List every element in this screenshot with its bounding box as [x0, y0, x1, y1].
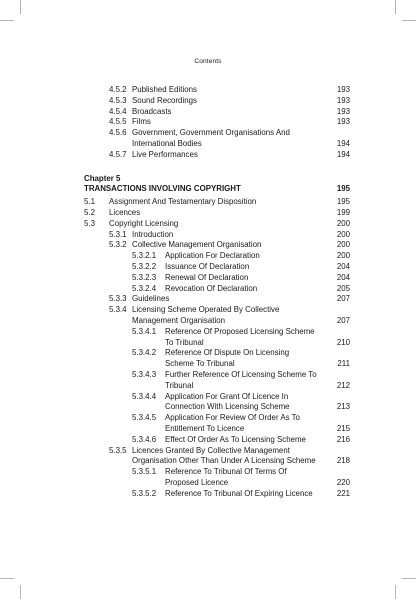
- toc-entry-title: Reference Of Proposed Licensing Scheme To Tribunal: [165, 326, 315, 347]
- toc-section-chapter-5: [84, 197, 350, 499]
- toc-entry: [84, 467, 350, 489]
- toc-entry-title: Licensing Scheme Operated By Collective Management Organisation: [132, 305, 280, 325]
- toc-entry-number: 5.3.4.4: [132, 391, 157, 401]
- toc-entry: [84, 262, 350, 273]
- toc-entry: [84, 392, 350, 414]
- toc-entry: [84, 305, 350, 327]
- toc-entry-title: Government, Government Organisations And International Bodies: [132, 128, 290, 148]
- toc-entry-page: 199: [336, 207, 350, 217]
- toc-section-previous: [84, 85, 350, 161]
- toc-entry-number: 5.3.2.3: [132, 272, 157, 282]
- toc-entry-title: Application For Grant Of Licence In Connection With Licensing Scheme: [165, 391, 290, 412]
- crop-mark: [20, 585, 21, 599]
- crop-mark: [20, 0, 21, 14]
- toc-entry: [84, 413, 350, 435]
- toc-entry-number: 5.3.4.2: [132, 348, 157, 358]
- toc-entry-number: 5.3.4.5: [132, 413, 157, 423]
- toc-entry-number: 5.3.3: [109, 294, 127, 304]
- toc-entry: [84, 370, 350, 392]
- toc-entry-page: 204: [336, 272, 350, 282]
- toc-entry-page: 215: [336, 423, 350, 433]
- crop-mark: [0, 578, 14, 579]
- toc-entry-number: 5.2: [84, 207, 95, 217]
- toc-entry: [84, 284, 350, 295]
- toc-entry: [84, 240, 350, 251]
- toc-entry-page: 218: [336, 456, 350, 466]
- toc-entry-title: Licences Granted By Collective Management Organisation Other Than Under A Licensing Scheme: [132, 445, 316, 466]
- toc-entry: [84, 107, 350, 118]
- toc-entry: [84, 219, 350, 230]
- toc-entry-page: 195: [336, 197, 350, 207]
- toc-entry-number: 5.3.5.1: [132, 467, 157, 477]
- toc-entry-title: Application For Review Of Order As To Entitlement To Licence: [165, 413, 300, 433]
- crop-mark: [395, 585, 396, 599]
- toc-entry-title: Broadcasts: [132, 106, 172, 116]
- toc-entry-page: 194: [336, 149, 350, 159]
- toc-entry-title: Live Performances: [132, 149, 198, 159]
- chapter-title-row: [84, 184, 350, 195]
- toc-entry: [84, 251, 350, 262]
- toc-entry-number: 5.3.4.3: [132, 369, 157, 379]
- toc-entry: [84, 197, 350, 208]
- toc-entry-number: 5.3.2.4: [132, 283, 157, 293]
- toc-entry: [84, 273, 350, 284]
- toc-entry-number: 4.5.5: [109, 117, 127, 127]
- toc-entry-title: Effect Of Order As To Licensing Scheme: [165, 434, 306, 444]
- toc-entry-number: 5.3: [84, 218, 95, 228]
- toc-entry-page: 212: [336, 380, 350, 390]
- toc-entry-page: 207: [336, 315, 350, 325]
- toc-entry: [84, 128, 350, 150]
- toc-entry-number: 4.5.3: [109, 95, 127, 105]
- toc-entry: [84, 208, 350, 219]
- toc-entry: [84, 150, 350, 161]
- crop-mark: [402, 20, 416, 21]
- toc-entry-number: 4.5.4: [109, 106, 127, 116]
- table-of-contents: [84, 85, 350, 499]
- toc-entry-title: Collective Management Organisation: [132, 240, 262, 250]
- crop-mark: [395, 0, 396, 14]
- toc-entry-page: 193: [336, 85, 350, 94]
- toc-entry-title: Reference To Tribunal Of Expiring Licence: [165, 488, 313, 498]
- toc-entry-number: 5.3.1: [109, 229, 127, 239]
- toc-entry-title: Copyright Licensing: [109, 218, 179, 228]
- toc-entry-page: 193: [336, 106, 350, 116]
- toc-entry: [84, 96, 350, 107]
- toc-entry-number: 4.5.7: [109, 149, 127, 159]
- toc-entry-page: 205: [336, 283, 350, 293]
- toc-entry-page: 200: [336, 229, 350, 239]
- toc-entry-page: 200: [336, 218, 350, 228]
- toc-entry: [84, 230, 350, 241]
- toc-entry-page: 194: [336, 138, 350, 148]
- toc-entry-title: Assignment And Testamentary Disposition: [109, 197, 257, 207]
- toc-entry-title: Reference Of Dispute On Licensing Scheme To Tribunal: [165, 348, 290, 369]
- crop-mark: [402, 578, 416, 579]
- toc-entry-number: 5.3.4.1: [132, 326, 157, 336]
- toc-entry-number: 4.5.6: [109, 128, 127, 138]
- toc-entry-page: 193: [336, 95, 350, 105]
- toc-entry-number: 5.1: [84, 197, 95, 207]
- toc-entry-title: Introduction: [132, 229, 174, 239]
- toc-entry: [84, 489, 350, 500]
- toc-entry-title: Reference To Tribunal Of Terms Of Proposed Licence: [165, 467, 287, 487]
- toc-entry-page: 204: [336, 261, 350, 271]
- toc-entry-number: 5.3.5: [109, 445, 127, 455]
- toc-entry-number: 4.5.2: [109, 85, 127, 94]
- toc-entry-title: Guidelines: [132, 294, 170, 304]
- toc-entry: [84, 85, 350, 96]
- toc-entry-number: 5.3.5.2: [132, 488, 157, 498]
- toc-entry-page: 213: [336, 402, 350, 412]
- chapter-page: 195: [336, 184, 350, 194]
- toc-entry: [84, 117, 350, 128]
- toc-entry-page: 210: [336, 337, 350, 347]
- toc-entry-page: 220: [336, 477, 350, 487]
- toc-entry-page: 200: [336, 251, 350, 261]
- toc-entry-title: Further Reference Of Licensing Scheme To Tribunal: [165, 369, 317, 390]
- toc-entry-title: Published Editions: [132, 85, 197, 94]
- toc-entry-title: Films: [132, 117, 151, 127]
- toc-entry-title: Issuance Of Declaration: [165, 261, 250, 271]
- toc-entry-number: 5.3.2.1: [132, 251, 157, 261]
- toc-entry: [84, 348, 350, 370]
- toc-entry-title: Revocation Of Declaration: [165, 283, 258, 293]
- toc-entry-number: 5.3.2.2: [132, 261, 157, 271]
- chapter-title: TRANSACTIONS INVOLVING COPYRIGHT: [84, 184, 241, 194]
- crop-mark: [0, 20, 14, 21]
- chapter-label: Chapter 5: [84, 173, 121, 183]
- toc-entry: [84, 446, 350, 468]
- toc-entry: [84, 294, 350, 305]
- toc-entry-page: 211: [337, 359, 350, 369]
- toc-entry-page: 200: [336, 240, 350, 250]
- toc-entry-number: 5.3.2: [109, 240, 127, 250]
- running-head: Contents: [194, 58, 222, 65]
- toc-entry-page: 193: [336, 117, 350, 127]
- toc-entry-page: 207: [336, 294, 350, 304]
- toc-entry-title: Application For Declaration: [165, 251, 260, 261]
- toc-entry-title: Licences: [109, 207, 141, 217]
- toc-entry-number: 5.3.4: [109, 305, 127, 315]
- toc-entry-number: 5.3.4.6: [132, 434, 157, 444]
- toc-entry-page: 216: [336, 434, 350, 444]
- toc-entry: [84, 327, 350, 349]
- toc-entry-title: Renewal Of Declaration: [165, 272, 249, 282]
- toc-entry: [84, 435, 350, 446]
- toc-entry-title: Sound Recordings: [132, 95, 197, 105]
- toc-entry-page: 221: [336, 488, 350, 498]
